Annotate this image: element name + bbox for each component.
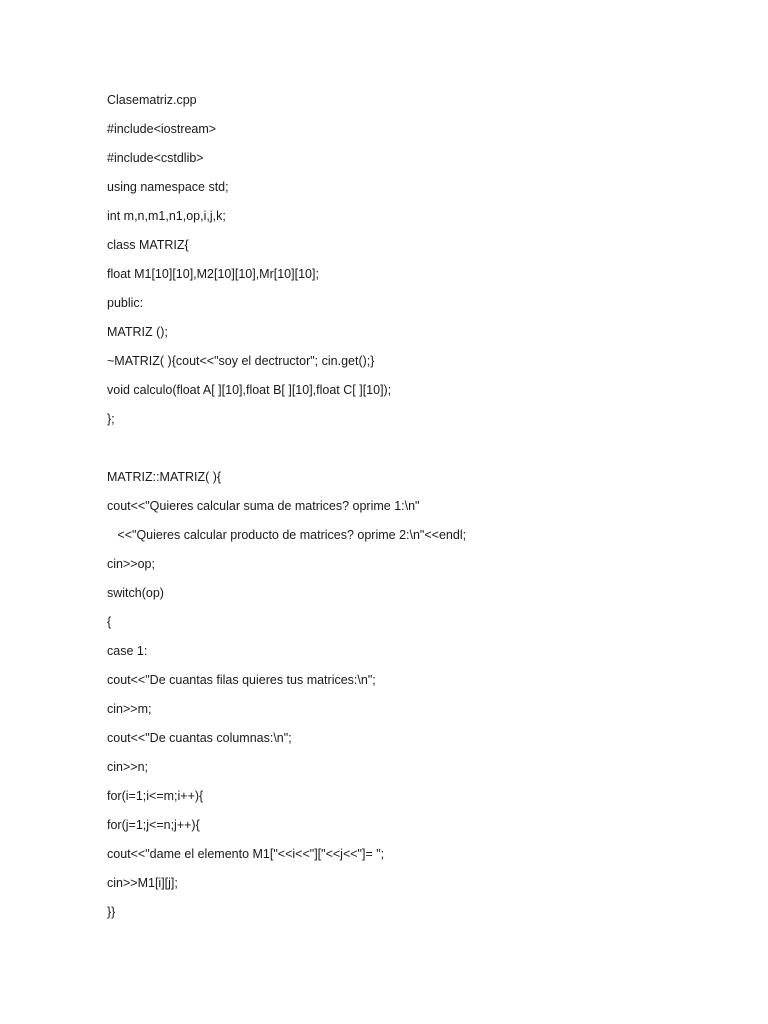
code-line: public: <box>107 296 144 310</box>
code-line: cout<<"De cuantas columnas:\n"; <box>107 731 292 745</box>
code-line: cin>>n; <box>107 760 149 774</box>
code-line: { <box>107 615 112 629</box>
code-line: for(i=1;i<=m;i++){ <box>107 789 204 803</box>
blank-line <box>107 434 466 463</box>
code-line: int m,n,m1,n1,op,i,j,k; <box>107 209 226 223</box>
code-lines <box>107 86 466 927</box>
code-line: float M1[10][10],M2[10][10],Mr[10][10]; <box>107 267 319 281</box>
code-line: MATRIZ (); <box>107 325 168 339</box>
code-line: case 1: <box>107 644 148 658</box>
code-line: for(j=1;j<=n;j++){ <box>107 818 200 832</box>
code-line: cout<<"dame el elemento M1["<<i<<"]["<<j<<"]= "; <box>107 847 385 861</box>
code-line: #include<cstdlib> <box>107 151 204 165</box>
code-line: #include<iostream> <box>107 122 217 136</box>
code-line: cin>>M1[i][j]; <box>107 876 178 890</box>
code-line: }} <box>107 905 116 919</box>
code-line: MATRIZ::MATRIZ( ){ <box>107 470 222 484</box>
code-line: cin>>m; <box>107 702 152 716</box>
code-line: cout<<"Quieres calcular suma de matrices? oprime 1:\n" <box>107 499 420 513</box>
code-line: Clasematriz.cpp <box>107 93 197 107</box>
code-line: using namespace std; <box>107 180 229 194</box>
code-line: class MATRIZ{ <box>107 238 189 252</box>
code-line: ~MATRIZ( ){cout<<"soy el dectructor"; cin.get();} <box>107 354 375 368</box>
code-line: switch(op) <box>107 586 164 600</box>
code-line: void calculo(float A[ ][10],float B[ ][10],float C[ ][10]); <box>107 383 392 397</box>
code-line: cin>>op; <box>107 557 155 571</box>
code-line: }; <box>107 412 115 426</box>
code-line: cout<<"De cuantas filas quieres tus matrices:\n"; <box>107 673 376 687</box>
code-line: <<"Quieres calcular producto de matrices? oprime 2:\n"<<endl; <box>107 528 467 542</box>
